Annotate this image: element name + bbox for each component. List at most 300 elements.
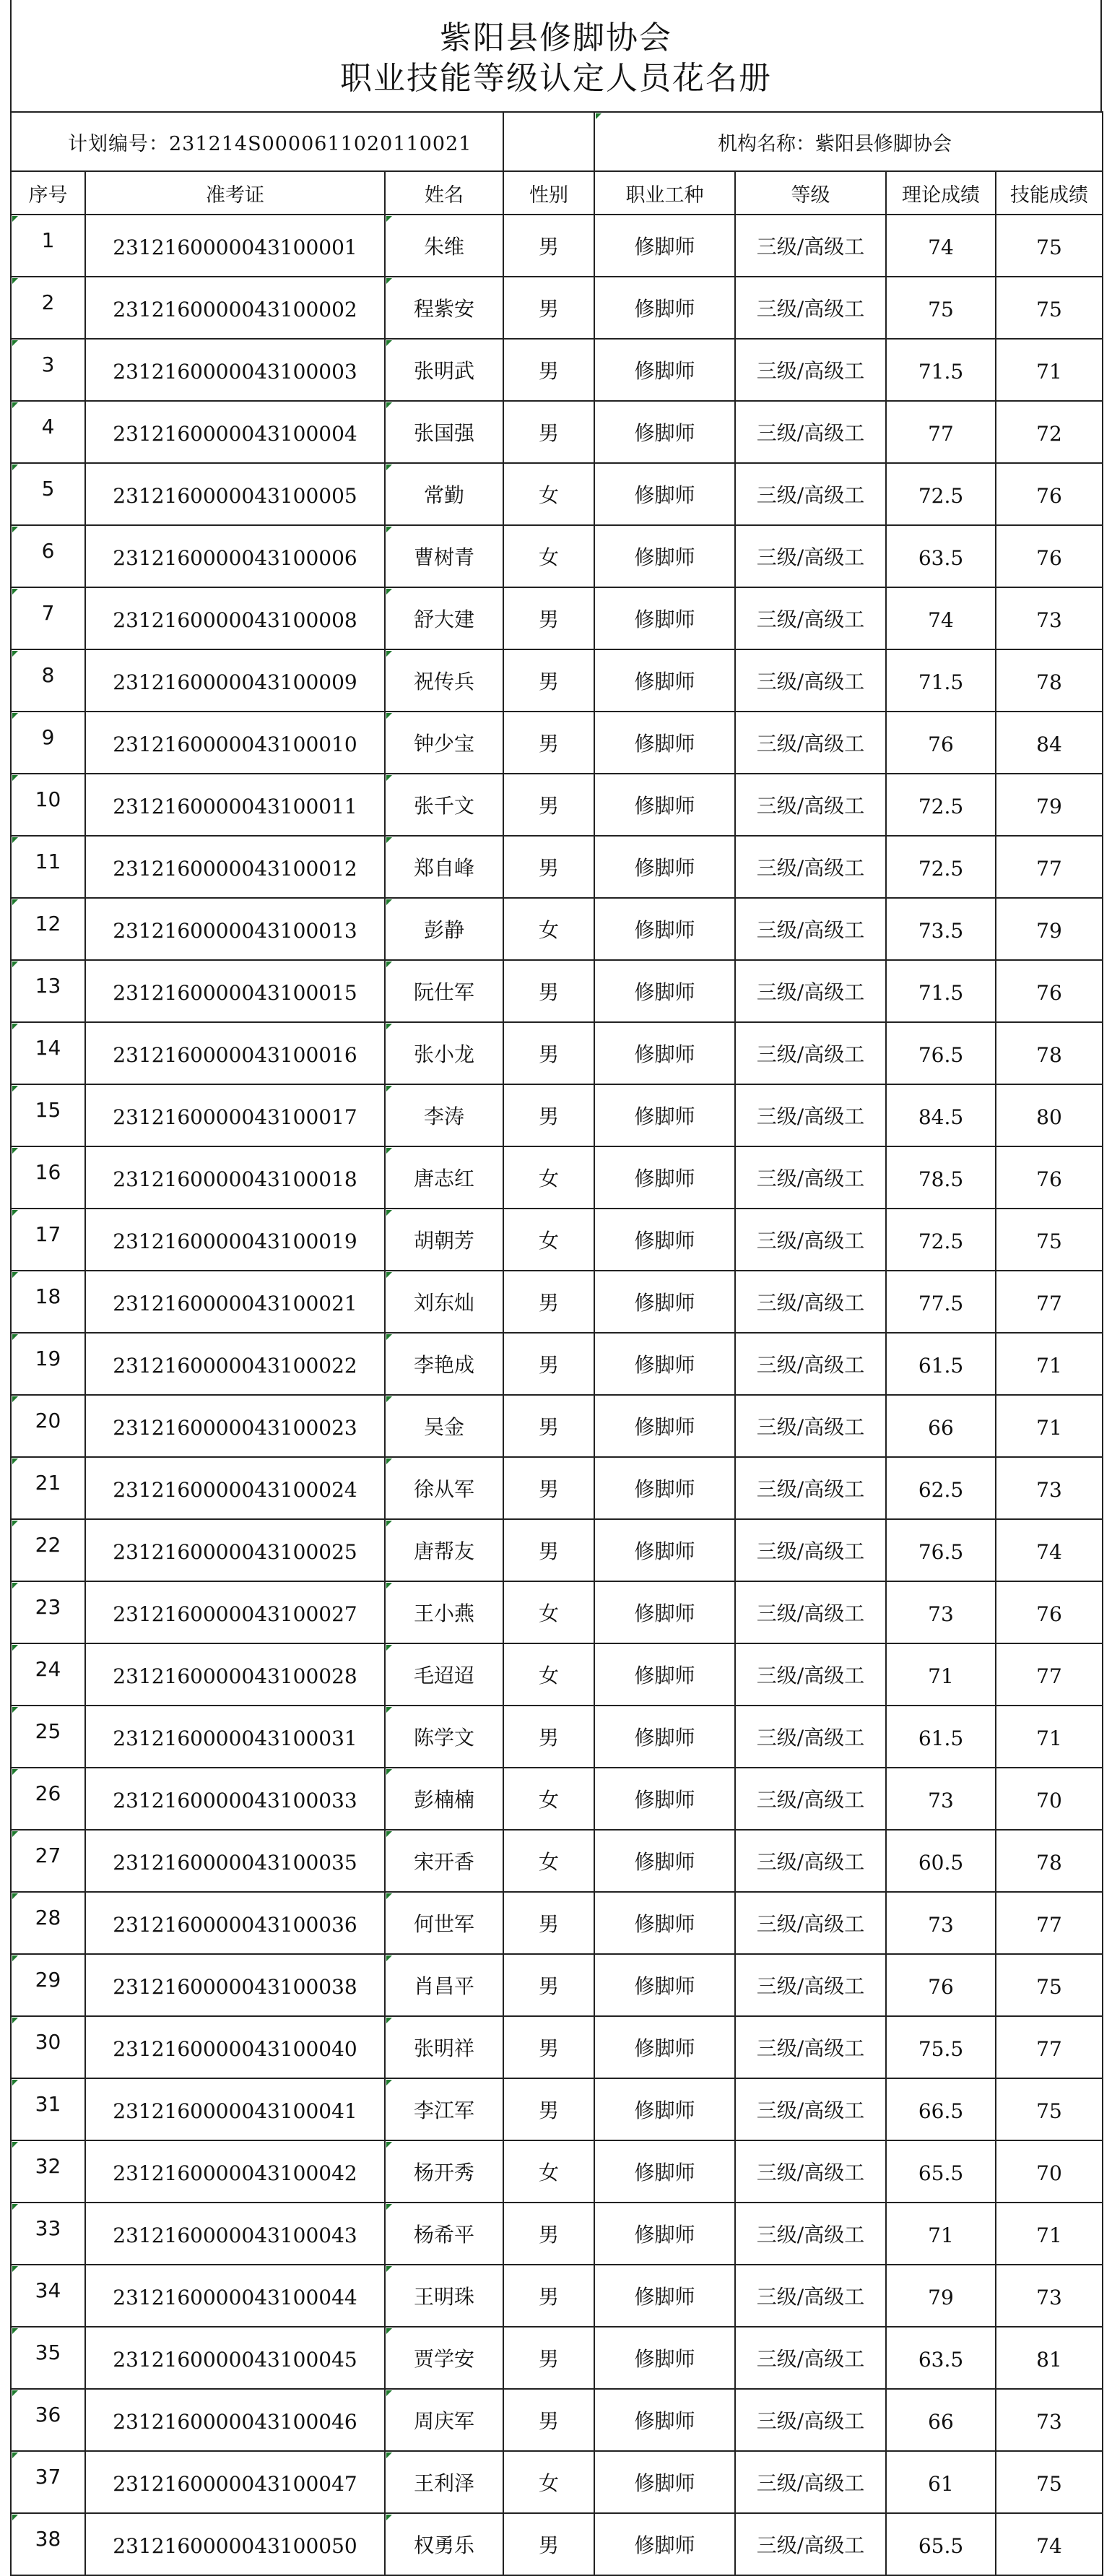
ticket-cell-text: 2312160000043100045 bbox=[113, 2347, 357, 2372]
cell-marker bbox=[12, 1831, 18, 1837]
ticket-cell bbox=[85, 2203, 385, 2265]
ticket-cell bbox=[85, 774, 385, 836]
trade-cell-text: 修脚师 bbox=[634, 608, 695, 631]
level-cell-text: 三级/高级工 bbox=[756, 2347, 865, 2371]
trade-cell bbox=[594, 215, 735, 277]
trade-cell bbox=[594, 1022, 735, 1084]
trade-cell bbox=[594, 1954, 735, 2016]
gender-cell-text: 男 bbox=[538, 297, 559, 321]
level-cell bbox=[735, 1022, 886, 1084]
ticket-cell-text: 2312160000043100021 bbox=[113, 1291, 357, 1315]
cell-marker bbox=[386, 1334, 392, 1340]
skill-score-cell-text: 73 bbox=[1036, 1477, 1062, 1502]
seq-cell bbox=[11, 836, 85, 898]
gender-cell bbox=[503, 1519, 594, 1581]
seq-cell bbox=[11, 1892, 85, 1954]
level-cell-text: 三级/高级工 bbox=[756, 1974, 865, 1998]
seq-cell-text: 2 bbox=[41, 290, 55, 314]
cell-marker bbox=[386, 2018, 392, 2023]
skill-score-cell-text: 75 bbox=[1036, 235, 1062, 259]
gender-cell-text: 女 bbox=[538, 1850, 559, 1874]
seq-cell-text: 14 bbox=[35, 1036, 61, 1060]
level-cell bbox=[735, 836, 886, 898]
level-cell-text: 三级/高级工 bbox=[756, 235, 865, 259]
cell-marker bbox=[12, 1707, 18, 1713]
seq-cell bbox=[11, 960, 85, 1022]
cell-marker bbox=[12, 1210, 18, 1216]
skill-score-cell bbox=[996, 2078, 1103, 2140]
level-cell-text: 三级/高级工 bbox=[756, 732, 865, 756]
trade-cell bbox=[594, 1706, 735, 1768]
table-row bbox=[11, 1209, 1103, 1271]
cell-marker bbox=[386, 527, 392, 532]
theory-score-cell-text: 73 bbox=[928, 1788, 954, 1812]
table-row bbox=[11, 1892, 1103, 1954]
level-cell bbox=[735, 2451, 886, 2513]
trade-cell-text: 修脚师 bbox=[634, 2409, 695, 2433]
trade-cell-text: 修脚师 bbox=[634, 1912, 695, 1936]
theory-score-cell bbox=[886, 339, 996, 401]
name-cell-text: 刘东灿 bbox=[413, 1291, 474, 1315]
gender-cell-text: 男 bbox=[538, 359, 559, 383]
name-cell bbox=[385, 1084, 503, 1146]
trade-cell bbox=[594, 1209, 735, 1271]
level-cell bbox=[735, 2513, 886, 2575]
gender-cell bbox=[503, 1146, 594, 1209]
trade-cell-text: 修脚师 bbox=[634, 1539, 695, 1563]
gender-cell bbox=[503, 2389, 594, 2451]
cell-marker bbox=[386, 216, 392, 222]
gender-cell bbox=[503, 1954, 594, 2016]
trade-cell-text: 修脚师 bbox=[634, 1167, 695, 1190]
skill-score-cell bbox=[996, 960, 1103, 1022]
gender-cell bbox=[503, 712, 594, 774]
cell-marker bbox=[12, 1148, 18, 1154]
trade-cell-text: 修脚师 bbox=[634, 1105, 695, 1128]
theory-score-cell bbox=[886, 1084, 996, 1146]
theory-score-cell-text: 73 bbox=[928, 1912, 954, 1937]
theory-score-cell bbox=[886, 1395, 996, 1457]
skill-score-cell bbox=[996, 525, 1103, 587]
ticket-cell-text: 2312160000043100017 bbox=[113, 1105, 357, 1129]
theory-score-cell bbox=[886, 712, 996, 774]
gender-cell-text: 男 bbox=[538, 980, 559, 1004]
gender-cell-text: 男 bbox=[538, 1912, 559, 1936]
level-cell-text: 三级/高级工 bbox=[756, 856, 865, 880]
cell-marker bbox=[12, 1396, 18, 1402]
gender-cell-text: 女 bbox=[538, 1602, 559, 1625]
name-cell bbox=[385, 2389, 503, 2451]
level-cell bbox=[735, 2078, 886, 2140]
name-cell bbox=[385, 1830, 503, 1892]
trade-cell bbox=[594, 463, 735, 525]
name-cell-text: 张国强 bbox=[413, 421, 474, 445]
skill-score-cell-text: 71 bbox=[1036, 1726, 1062, 1750]
level-cell-text: 三级/高级工 bbox=[756, 2036, 865, 2060]
cell-marker bbox=[386, 1024, 392, 1029]
theory-score-cell bbox=[886, 215, 996, 277]
cell-marker bbox=[12, 2080, 18, 2086]
skill-score-cell-text: 76 bbox=[1036, 980, 1062, 1005]
seq-cell bbox=[11, 2265, 85, 2327]
name-cell bbox=[385, 1457, 503, 1519]
table-row bbox=[11, 1457, 1103, 1519]
table-row bbox=[11, 1146, 1103, 1209]
theory-score-cell-text: 72.5 bbox=[918, 856, 964, 881]
theory-score-cell bbox=[886, 1768, 996, 1830]
name-cell bbox=[385, 1706, 503, 1768]
skill-score-cell bbox=[996, 1643, 1103, 1706]
header-seq: 序号 bbox=[11, 171, 85, 215]
theory-score-cell bbox=[886, 2203, 996, 2265]
theory-score-cell bbox=[886, 1954, 996, 2016]
theory-score-cell bbox=[886, 1146, 996, 1209]
level-cell-text: 三级/高级工 bbox=[756, 794, 865, 818]
gender-cell-text: 男 bbox=[538, 1042, 559, 1066]
gender-cell bbox=[503, 836, 594, 898]
theory-score-cell bbox=[886, 1643, 996, 1706]
ticket-cell-text: 2312160000043100040 bbox=[113, 2036, 357, 2061]
table-row bbox=[11, 587, 1103, 649]
name-cell bbox=[385, 1581, 503, 1643]
ticket-cell-text: 2312160000043100041 bbox=[113, 2099, 357, 2123]
level-cell-text: 三级/高级工 bbox=[756, 545, 865, 569]
theory-score-cell bbox=[886, 2513, 996, 2575]
level-cell bbox=[735, 1706, 886, 1768]
theory-score-cell-text: 72.5 bbox=[918, 1229, 964, 1253]
skill-score-cell bbox=[996, 1706, 1103, 1768]
skill-score-cell bbox=[996, 1271, 1103, 1333]
trade-cell bbox=[594, 836, 735, 898]
ticket-cell bbox=[85, 1892, 385, 1954]
skill-score-cell-text: 77 bbox=[1036, 1912, 1062, 1937]
theory-score-cell bbox=[886, 525, 996, 587]
ticket-cell bbox=[85, 960, 385, 1022]
theory-score-cell-text: 62.5 bbox=[918, 1477, 964, 1502]
name-cell bbox=[385, 1333, 503, 1395]
name-cell bbox=[385, 1954, 503, 2016]
name-cell-text: 彭静 bbox=[423, 918, 464, 942]
cell-marker bbox=[12, 1583, 18, 1589]
name-cell-text: 毛迢迢 bbox=[413, 1664, 474, 1687]
table-row bbox=[11, 2140, 1103, 2203]
seq-cell-text: 34 bbox=[35, 2278, 61, 2302]
header-level: 等级 bbox=[735, 171, 886, 215]
gender-cell bbox=[503, 1892, 594, 1954]
gender-cell bbox=[503, 649, 594, 712]
trade-cell-text: 修脚师 bbox=[634, 297, 695, 321]
skill-score-cell bbox=[996, 774, 1103, 836]
blank-cell bbox=[503, 112, 594, 171]
gender-cell-text: 女 bbox=[538, 545, 559, 569]
seq-cell-text: 33 bbox=[35, 2216, 61, 2240]
ticket-cell-text: 2312160000043100001 bbox=[113, 235, 357, 259]
cell-marker bbox=[386, 402, 392, 408]
seq-cell-text: 30 bbox=[35, 2030, 61, 2054]
skill-score-cell bbox=[996, 401, 1103, 463]
table-row bbox=[11, 1954, 1103, 2016]
trade-cell bbox=[594, 277, 735, 339]
ticket-cell bbox=[85, 215, 385, 277]
seq-cell-text: 24 bbox=[35, 1657, 61, 1681]
ticket-cell-text: 2312160000043100050 bbox=[113, 2533, 357, 2558]
name-cell bbox=[385, 774, 503, 836]
trade-cell-text: 修脚师 bbox=[634, 1850, 695, 1874]
name-cell-text: 贾学安 bbox=[413, 2347, 474, 2371]
seq-cell-text: 1 bbox=[41, 228, 55, 252]
name-cell-text: 常勤 bbox=[423, 483, 464, 507]
name-cell bbox=[385, 1022, 503, 1084]
name-cell bbox=[385, 2265, 503, 2327]
level-cell-text: 三级/高级工 bbox=[756, 1291, 865, 1315]
table-row bbox=[11, 1643, 1103, 1706]
seq-cell bbox=[11, 1457, 85, 1519]
name-cell-text: 吴金 bbox=[423, 1415, 464, 1439]
skill-score-cell-text: 78 bbox=[1036, 670, 1062, 694]
name-cell bbox=[385, 836, 503, 898]
table-row bbox=[11, 2078, 1103, 2140]
table-row bbox=[11, 1581, 1103, 1643]
skill-score-cell bbox=[996, 1581, 1103, 1643]
ticket-cell bbox=[85, 1333, 385, 1395]
level-cell bbox=[735, 898, 886, 960]
level-cell-text: 三级/高级工 bbox=[756, 2285, 865, 2309]
gender-cell-text: 男 bbox=[538, 1353, 559, 1377]
trade-cell bbox=[594, 587, 735, 649]
table-row bbox=[11, 774, 1103, 836]
theory-score-cell-text: 71 bbox=[928, 1664, 954, 1688]
gender-cell bbox=[503, 2140, 594, 2203]
cell-marker bbox=[12, 899, 18, 905]
skill-score-cell-text: 77 bbox=[1036, 1664, 1062, 1688]
theory-score-cell bbox=[886, 1519, 996, 1581]
cell-marker bbox=[12, 1086, 18, 1092]
gender-cell-text: 男 bbox=[538, 1477, 559, 1501]
trade-cell bbox=[594, 2451, 735, 2513]
seq-cell bbox=[11, 2389, 85, 2451]
seq-cell bbox=[11, 1333, 85, 1395]
name-cell bbox=[385, 1271, 503, 1333]
theory-score-cell-text: 65.5 bbox=[918, 2533, 964, 2558]
skill-score-cell-text: 74 bbox=[1036, 1539, 1062, 1564]
level-cell bbox=[735, 587, 886, 649]
name-cell-text: 李艳成 bbox=[413, 1353, 474, 1377]
trade-cell-text: 修脚师 bbox=[634, 1353, 695, 1377]
skill-score-cell-text: 75 bbox=[1036, 2099, 1062, 2123]
seq-cell-text: 16 bbox=[35, 1160, 61, 1184]
seq-cell bbox=[11, 712, 85, 774]
header-ticket: 准考证 bbox=[85, 171, 385, 215]
seq-cell bbox=[11, 277, 85, 339]
seq-cell-text: 22 bbox=[35, 1533, 61, 1557]
trade-cell-text: 修脚师 bbox=[634, 2533, 695, 2557]
theory-score-cell-text: 60.5 bbox=[918, 1850, 964, 1875]
skill-score-cell bbox=[996, 898, 1103, 960]
seq-cell-text: 38 bbox=[35, 2527, 61, 2551]
seq-cell bbox=[11, 2451, 85, 2513]
gender-cell-text: 男 bbox=[538, 235, 559, 259]
ticket-cell bbox=[85, 1519, 385, 1581]
skill-score-cell bbox=[996, 2327, 1103, 2389]
gender-cell bbox=[503, 1643, 594, 1706]
trade-cell-text: 修脚师 bbox=[634, 670, 695, 693]
cell-marker bbox=[386, 2142, 392, 2148]
cell-marker bbox=[12, 340, 18, 346]
cell-marker bbox=[386, 1148, 392, 1154]
table-row bbox=[11, 836, 1103, 898]
ticket-cell-text: 2312160000043100044 bbox=[113, 2285, 357, 2309]
skill-score-cell bbox=[996, 1022, 1103, 1084]
name-cell bbox=[385, 1395, 503, 1457]
name-cell-text: 曹树青 bbox=[413, 545, 474, 569]
skill-score-cell-text: 75 bbox=[1036, 2471, 1062, 2496]
roster-sheet bbox=[10, 0, 1102, 2576]
title-line-2: 职业技能等级认定人员花名册 bbox=[340, 60, 772, 97]
theory-score-cell bbox=[886, 2327, 996, 2389]
table-row bbox=[11, 1271, 1103, 1333]
seq-cell bbox=[11, 2016, 85, 2078]
theory-score-cell-text: 71.5 bbox=[918, 670, 964, 694]
seq-cell-text: 18 bbox=[35, 1284, 61, 1308]
gender-cell-text: 男 bbox=[538, 2533, 559, 2557]
level-cell bbox=[735, 1146, 886, 1209]
table-row bbox=[11, 2451, 1103, 2513]
skill-score-cell bbox=[996, 2140, 1103, 2203]
cell-marker bbox=[12, 1955, 18, 1961]
theory-score-cell-text: 84.5 bbox=[918, 1105, 964, 1129]
skill-score-cell bbox=[996, 2389, 1103, 2451]
table-row bbox=[11, 525, 1103, 587]
seq-cell bbox=[11, 1519, 85, 1581]
trade-cell bbox=[594, 774, 735, 836]
cell-marker bbox=[12, 1024, 18, 1029]
level-cell bbox=[735, 215, 886, 277]
cell-marker bbox=[12, 1521, 18, 1526]
level-cell-text: 三级/高级工 bbox=[756, 297, 865, 321]
ticket-cell bbox=[85, 649, 385, 712]
skill-score-cell bbox=[996, 1830, 1103, 1892]
cell-marker bbox=[12, 775, 18, 781]
gender-cell bbox=[503, 2513, 594, 2575]
gender-cell-text: 女 bbox=[538, 1167, 559, 1190]
trade-cell-text: 修脚师 bbox=[634, 1415, 695, 1439]
name-cell-text: 祝传兵 bbox=[413, 670, 474, 693]
gender-cell bbox=[503, 2203, 594, 2265]
level-cell bbox=[735, 401, 886, 463]
skill-score-cell bbox=[996, 339, 1103, 401]
gender-cell bbox=[503, 1830, 594, 1892]
cell-marker bbox=[12, 961, 18, 967]
ticket-cell-text: 2312160000043100027 bbox=[113, 1602, 357, 1626]
table-row bbox=[11, 960, 1103, 1022]
skill-score-cell bbox=[996, 1892, 1103, 1954]
trade-cell bbox=[594, 960, 735, 1022]
seq-cell-text: 26 bbox=[35, 1781, 61, 1805]
header-skill: 技能成绩 bbox=[996, 171, 1103, 215]
skill-score-cell bbox=[996, 712, 1103, 774]
theory-score-cell bbox=[886, 649, 996, 712]
name-cell-text: 宋开香 bbox=[413, 1850, 474, 1874]
cell-marker bbox=[12, 402, 18, 408]
name-cell bbox=[385, 1519, 503, 1581]
ticket-cell bbox=[85, 1768, 385, 1830]
theory-score-cell-text: 75.5 bbox=[918, 2036, 964, 2061]
trade-cell bbox=[594, 2389, 735, 2451]
seq-cell-text: 3 bbox=[41, 353, 55, 376]
theory-score-cell-text: 73 bbox=[928, 1602, 954, 1626]
level-cell bbox=[735, 1643, 886, 1706]
level-cell bbox=[735, 1271, 886, 1333]
cell-marker bbox=[386, 1272, 392, 1278]
level-cell-text: 三级/高级工 bbox=[756, 1477, 865, 1501]
skill-score-cell-text: 70 bbox=[1036, 1788, 1062, 1812]
seq-cell-text: 29 bbox=[35, 1968, 61, 1992]
trade-cell-text: 修脚师 bbox=[634, 980, 695, 1004]
skill-score-cell-text: 78 bbox=[1036, 1042, 1062, 1067]
theory-score-cell bbox=[886, 898, 996, 960]
skill-score-cell-text: 73 bbox=[1036, 2409, 1062, 2434]
cell-marker bbox=[12, 651, 18, 657]
skill-score-cell bbox=[996, 1084, 1103, 1146]
gender-cell bbox=[503, 1333, 594, 1395]
cell-marker bbox=[12, 1458, 18, 1464]
cell-marker bbox=[386, 340, 392, 346]
theory-score-cell-text: 73.5 bbox=[918, 918, 964, 943]
seq-cell bbox=[11, 587, 85, 649]
theory-score-cell bbox=[886, 1706, 996, 1768]
skill-score-cell-text: 76 bbox=[1036, 483, 1062, 508]
level-cell bbox=[735, 2327, 886, 2389]
trade-cell bbox=[594, 1892, 735, 1954]
skill-score-cell bbox=[996, 463, 1103, 525]
ticket-cell-text: 2312160000043100009 bbox=[113, 670, 357, 694]
level-cell bbox=[735, 1830, 886, 1892]
skill-score-cell-text: 71 bbox=[1036, 1353, 1062, 1378]
level-cell-text: 三级/高级工 bbox=[756, 1042, 865, 1066]
table-row bbox=[11, 649, 1103, 712]
seq-cell bbox=[11, 649, 85, 712]
seq-cell bbox=[11, 1768, 85, 1830]
seq-cell bbox=[11, 1271, 85, 1333]
gender-cell bbox=[503, 2265, 594, 2327]
table-row bbox=[11, 1830, 1103, 1892]
gender-cell-text: 男 bbox=[538, 1974, 559, 1998]
skill-score-cell-text: 76 bbox=[1036, 1167, 1062, 1191]
theory-score-cell bbox=[886, 587, 996, 649]
name-cell-text: 李涛 bbox=[423, 1105, 464, 1128]
gender-cell bbox=[503, 1457, 594, 1519]
trade-cell bbox=[594, 525, 735, 587]
table-row bbox=[11, 401, 1103, 463]
level-cell bbox=[735, 2016, 886, 2078]
ticket-cell-text: 2312160000043100008 bbox=[113, 608, 357, 632]
trade-cell bbox=[594, 1768, 735, 1830]
trade-cell-text: 修脚师 bbox=[634, 359, 695, 383]
skill-score-cell bbox=[996, 1768, 1103, 1830]
gender-cell bbox=[503, 1022, 594, 1084]
name-cell-text: 张小龙 bbox=[413, 1042, 474, 1066]
name-cell bbox=[385, 2451, 503, 2513]
theory-score-cell-text: 66.5 bbox=[918, 2099, 964, 2123]
seq-cell bbox=[11, 774, 85, 836]
theory-score-cell bbox=[886, 2140, 996, 2203]
name-cell bbox=[385, 2513, 503, 2575]
name-cell-text: 徐从军 bbox=[413, 1477, 474, 1501]
level-cell bbox=[735, 1768, 886, 1830]
theory-score-cell-text: 74 bbox=[928, 608, 954, 632]
ticket-cell bbox=[85, 1830, 385, 1892]
seq-cell-text: 13 bbox=[35, 974, 61, 998]
